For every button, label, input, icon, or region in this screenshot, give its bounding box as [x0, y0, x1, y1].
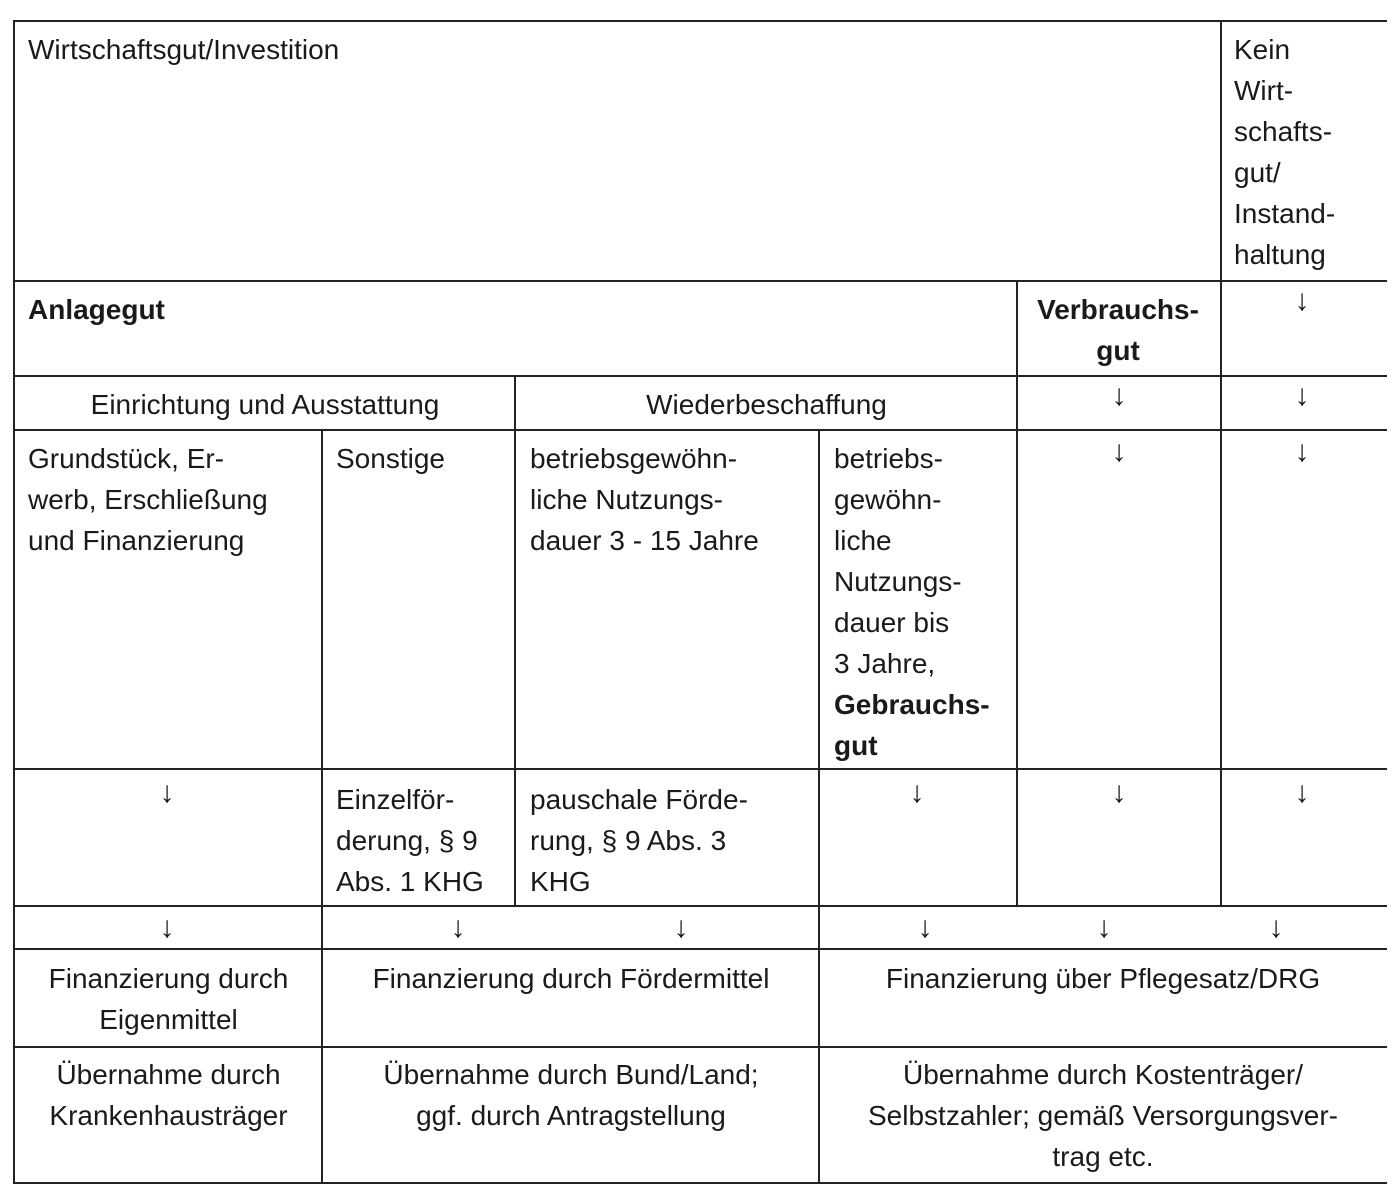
down-arrow-icon: ↓ — [673, 911, 689, 944]
row-divider — [13, 768, 1387, 770]
down-arrow-icon: ↓ — [1111, 379, 1127, 412]
cell-grundstueck: Grundstück, Er- werb, Erschließung und Finanzierung — [28, 443, 268, 556]
cell-anlagegut: Anlagegut — [28, 294, 165, 325]
down-arrow-icon: ↓ — [159, 776, 175, 809]
cell-finanzierung-eigenmittel: Finanzierung durch Eigenmittel — [48, 963, 289, 1035]
column-divider — [1220, 20, 1222, 907]
cell-finanzierung-foerdermittel: Finanzierung durch Fördermittel — [372, 963, 770, 994]
column-divider — [1016, 280, 1018, 907]
down-arrow-icon: ↓ — [917, 911, 933, 944]
row-divider — [13, 429, 1387, 431]
down-arrow-icon: ↓ — [1111, 776, 1127, 809]
down-arrow-icon: ↓ — [1294, 379, 1310, 412]
cell-nutzungsdauer-bis-3: betriebs- gewöhn- liche Nutzungs- dauer bis 3 Jahre, — [834, 443, 962, 679]
down-arrow-icon: ↓ — [1111, 435, 1127, 468]
row-divider — [13, 280, 1387, 282]
header-kein-wirtschaftsgut: Kein Wirt- schafts- gut/ Instand- haltung — [1234, 34, 1336, 270]
row-divider — [13, 905, 1387, 907]
cell-gebrauchsgut: Gebrauchs- gut — [834, 689, 990, 761]
down-arrow-icon: ↓ — [1294, 776, 1310, 809]
cell-verbrauchsgut: Verbrauchs- gut — [1037, 294, 1199, 366]
cell-einrichtung-ausstattung: Einrichtung und Ausstattung — [90, 389, 440, 420]
down-arrow-icon: ↓ — [450, 911, 466, 944]
cell-uebernahme-krankenhaustraeger: Übernahme durch Krankenhausträger — [49, 1059, 288, 1131]
header-wirtschaftsgut: Wirtschaftsgut/Investition — [28, 34, 340, 65]
row-divider — [13, 1046, 1387, 1048]
cell-nutzungsdauer-3-15: betriebsgewöhn- liche Nutzungs- dauer 3 - 15 Jahre — [530, 443, 759, 556]
cell-wiederbeschaffung: Wiederbeschaffung — [646, 389, 887, 420]
down-arrow-icon: ↓ — [1096, 911, 1112, 944]
table-border-top — [13, 20, 1387, 22]
cell-pauschale-foerderung: pauschale Förde- rung, § 9 Abs. 3 KHG — [530, 784, 748, 897]
row-divider — [13, 375, 1387, 377]
cell-einzelfoerderung: Einzelför- derung, § 9 Abs. 1 KHG — [336, 784, 484, 897]
down-arrow-icon: ↓ — [909, 776, 925, 809]
row-divider — [13, 948, 1387, 950]
down-arrow-icon: ↓ — [1294, 284, 1310, 317]
cell-uebernahme-bund-land: Übernahme durch Bund/Land; ggf. durch Antragstellung — [383, 1059, 759, 1131]
table-border-bottom — [13, 1182, 1387, 1184]
cell-finanzierung-pflegesatz: Finanzierung über Pflegesatz/DRG — [885, 963, 1321, 994]
down-arrow-icon: ↓ — [1294, 435, 1310, 468]
cell-sonstige: Sonstige — [336, 443, 445, 474]
cell-uebernahme-kostentraeger: Übernahme durch Kostenträger/ Selbstzahler; gemäß Versorgungsver- trag etc. — [868, 1059, 1338, 1172]
column-divider — [514, 375, 516, 907]
down-arrow-icon: ↓ — [159, 911, 175, 944]
down-arrow-icon: ↓ — [1268, 911, 1284, 944]
